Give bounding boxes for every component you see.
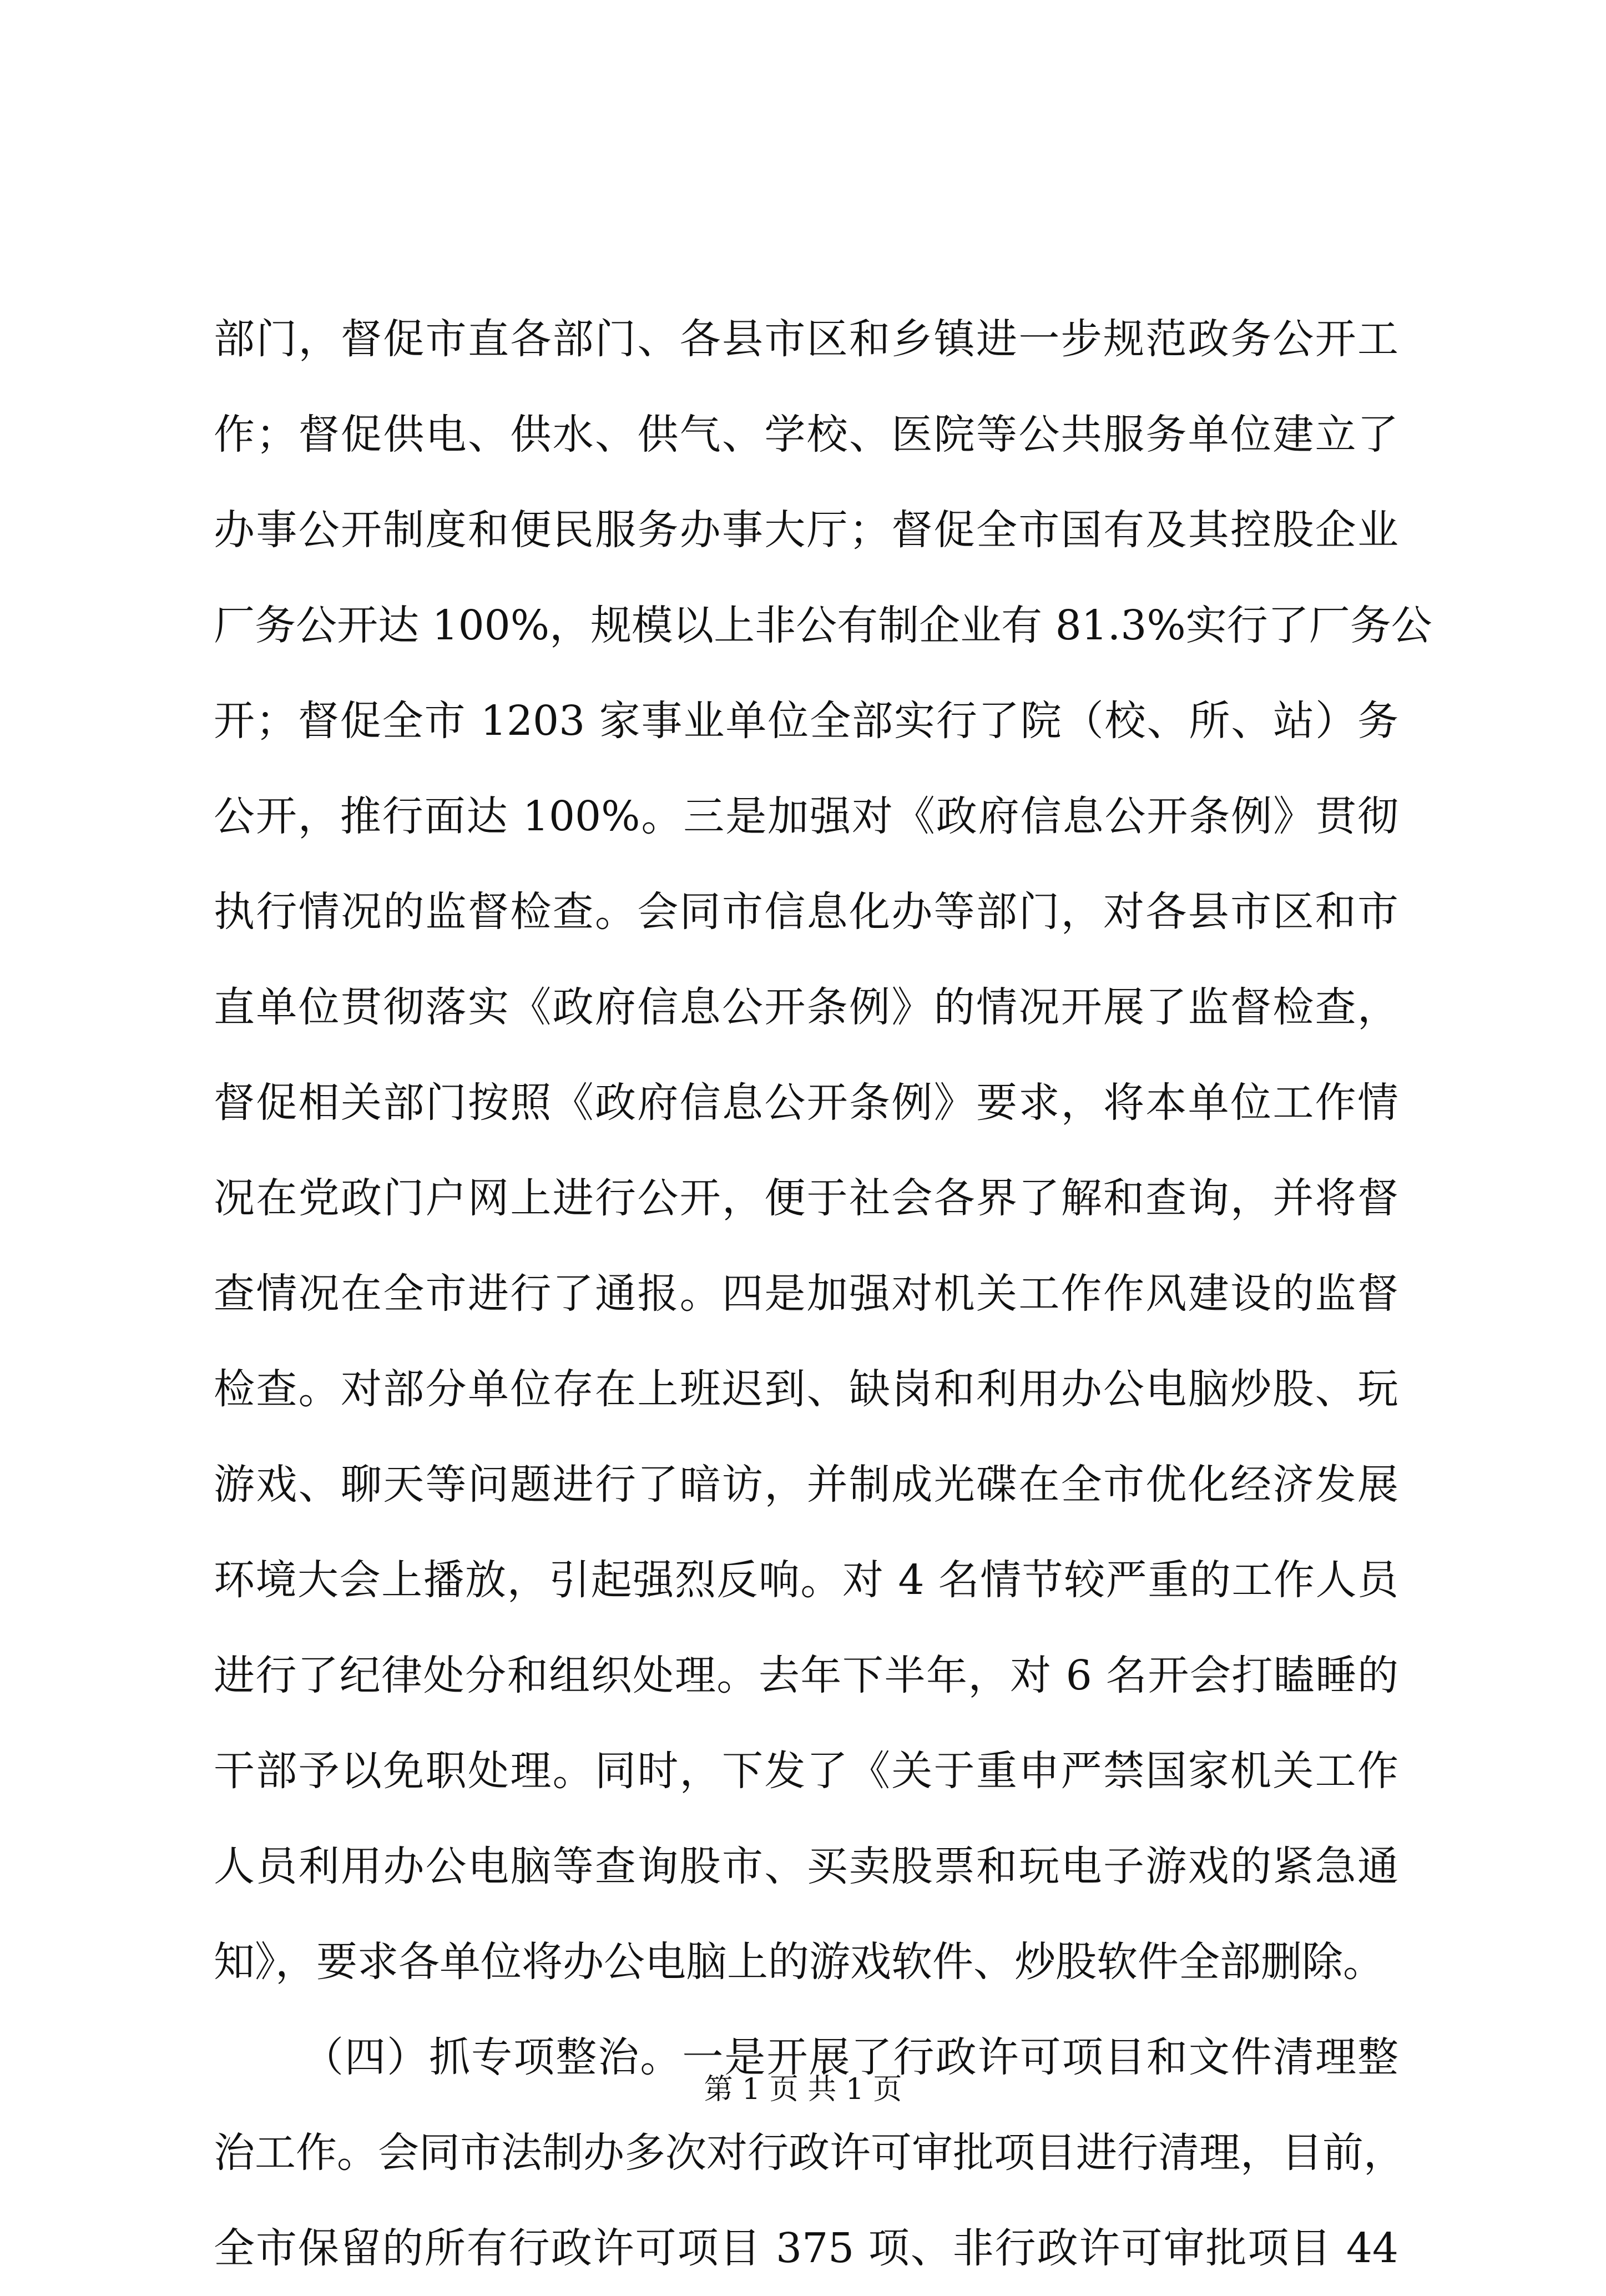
paragraph-start-line: （四）抓专项整治。一是开展了行政许可项目和文件清理整 bbox=[302, 2033, 1398, 2081]
page-number-footer: 第 1 页 共 1 页 bbox=[704, 2073, 902, 2106]
text-line: 公开，推行面达 100%。三是加强对《政府信息公开条例》贯彻 bbox=[214, 793, 1398, 840]
text-line: 人员利用办公电脑等查询股市、买卖股票和玩电子游戏的紧急通 bbox=[214, 1843, 1398, 1890]
text-line: 督促相关部门按照《政府信息公开条例》要求，将本单位工作情 bbox=[214, 1079, 1398, 1127]
text-line: 部门，督促市直各部门、各县市区和乡镇进一步规范政务公开工 bbox=[214, 315, 1398, 363]
text-line: 开；督促全市 1203 家事业单位全部实行了院（校、所、站）务 bbox=[214, 697, 1398, 745]
text-line: 检查。对部分单位存在上班迟到、缺岗和利用办公电脑炒股、玩 bbox=[214, 1365, 1398, 1413]
text-line: 干部予以免职处理。同时，下发了《关于重申严禁国家机关工作 bbox=[214, 1747, 1398, 1795]
paragraph-end-line: 知》，要求各单位将办公电脑上的游戏软件、炒股软件全部删除。 bbox=[214, 1938, 1384, 1986]
text-line: 查情况在全市进行了通报。四是加强对机关工作作风建设的监督 bbox=[214, 1270, 1398, 1318]
text-line: 直单位贯彻落实《政府信息公开条例》的情况开展了监督检查， bbox=[214, 983, 1398, 1031]
text-line: 全市保留的所有行政许可项目 375 项、非行政许可审批项目 44 bbox=[214, 2224, 1398, 2272]
document-body bbox=[214, 291, 1432, 2296]
text-line: 环境大会上播放，引起强烈反响。对 4 名情节较严重的工作人员 bbox=[214, 1556, 1398, 1604]
text-line: 况在党政门户网上进行公开，便于社会各界了解和查询，并将督 bbox=[214, 1174, 1398, 1222]
text-line: 办事公开制度和便民服务办事大厅；督促全市国有及其控股企业 bbox=[214, 506, 1398, 554]
text-line: 执行情况的监督检查。会同市信息化办等部门，对各县市区和市 bbox=[214, 888, 1398, 936]
text-line: 作；督促供电、供水、供气、学校、医院等公共服务单位建立了 bbox=[214, 411, 1398, 458]
text-line: 进行了纪律处分和组织处理。去年下半年，对 6 名开会打瞌睡的 bbox=[214, 1652, 1398, 1699]
text-line: 治工作。会同市法制办多次对行政许可审批项目进行清理，目前， bbox=[214, 2129, 1405, 2177]
text-line: 游戏、聊天等问题进行了暗访，并制成光碟在全市优化经济发展 bbox=[214, 1461, 1398, 1508]
text-line: 厂务公开达 100%，规模以上非公有制企业有 81.3%实行了厂务公 bbox=[214, 602, 1432, 649]
